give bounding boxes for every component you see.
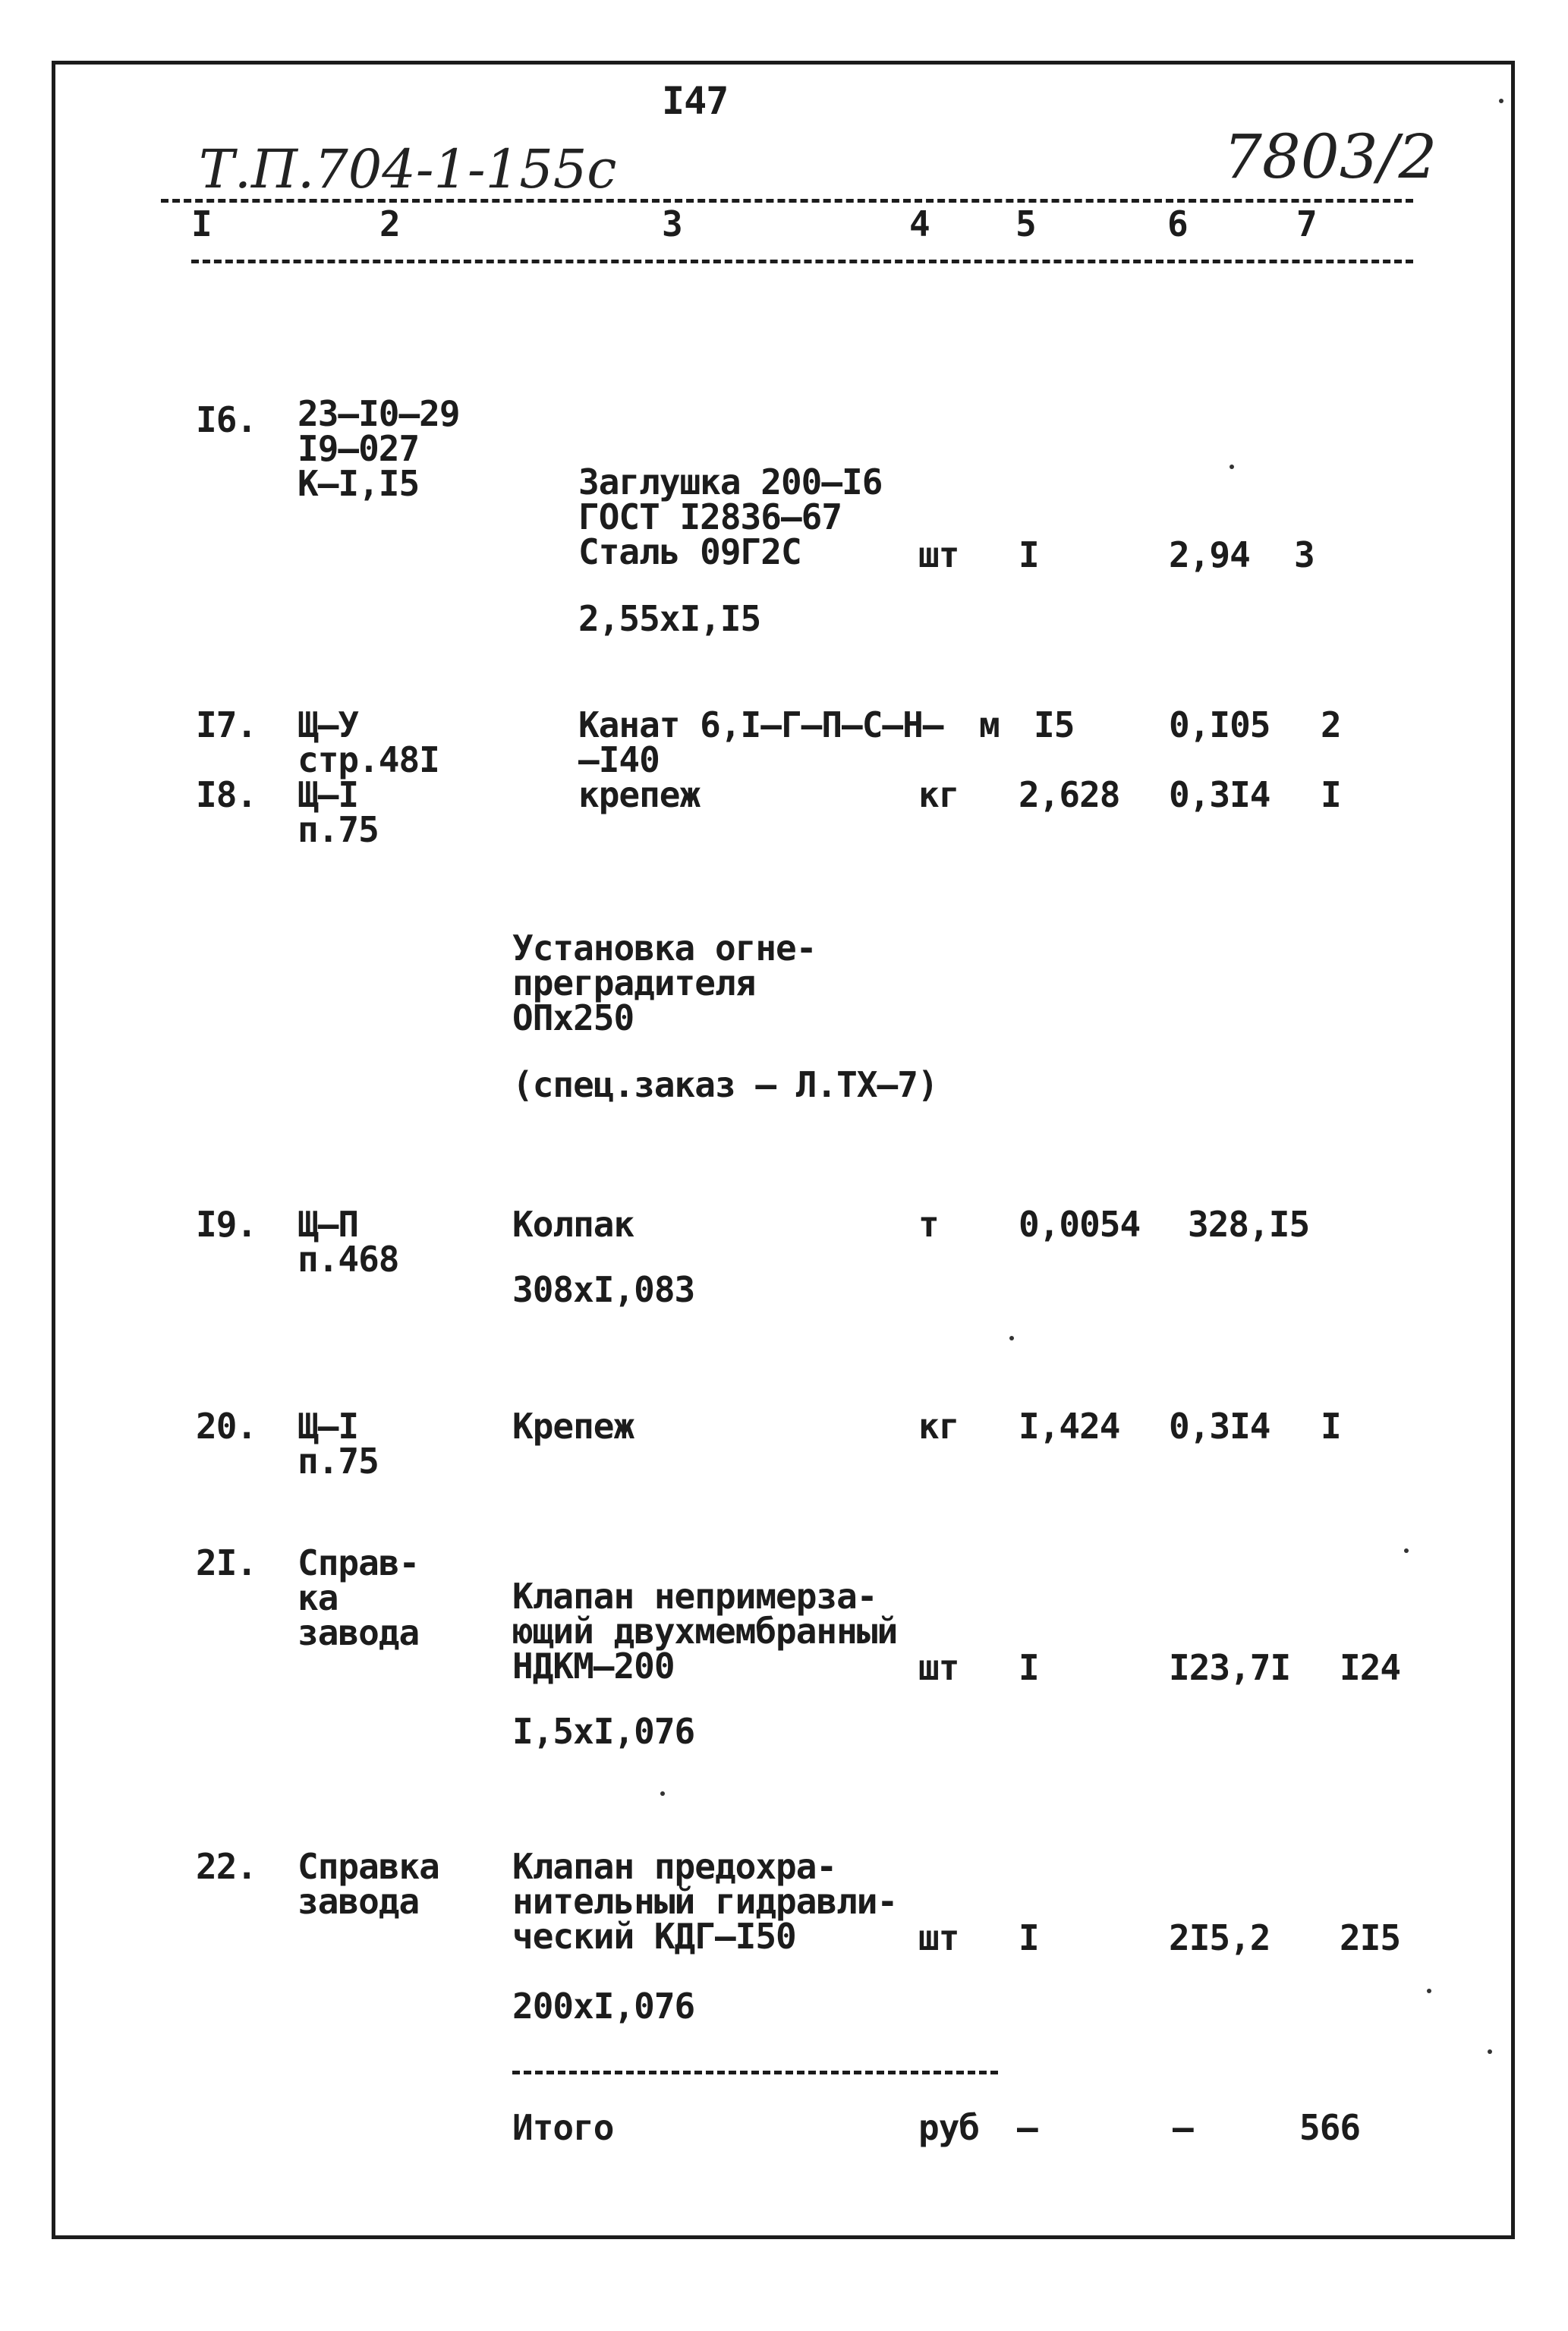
- row-19-calc: 308хI,083: [512, 1269, 695, 1310]
- row-21-ref: Справ- ка завода: [298, 1542, 420, 1653]
- row-18-name: крепеж: [578, 774, 701, 815]
- row-19-num: I9.: [196, 1204, 257, 1245]
- row-21-num: 2I.: [196, 1542, 257, 1583]
- col-header-3: 3: [662, 203, 682, 244]
- row-22-price: 2I5,2: [1169, 1917, 1270, 1958]
- row-17-qty: I5: [1034, 704, 1075, 745]
- row-18-unit: кг: [918, 774, 959, 815]
- total-qty: —: [1017, 2107, 1037, 2148]
- row-20-name: Крепеж: [512, 1406, 634, 1447]
- total-price: —: [1173, 2107, 1193, 2148]
- row-17-unit: м: [979, 704, 1000, 745]
- row-22-total: 2I5: [1340, 1917, 1401, 1958]
- page-number: I47: [662, 79, 729, 123]
- row-19-ref: Щ—П п.468: [298, 1204, 399, 1280]
- row-17-total: 2: [1321, 704, 1341, 745]
- row-21-unit: шт: [918, 1647, 959, 1688]
- col-header-2: 2: [379, 203, 400, 244]
- scan-speck: [1499, 99, 1503, 103]
- row-16-ref: 23—I0—29 I9—027 К—I,I5: [298, 393, 460, 504]
- row-22-calc: 200хI,076: [512, 1986, 695, 2027]
- row-16-calc: 2,55хI,I5: [578, 598, 761, 639]
- row-22-unit: шт: [918, 1917, 959, 1958]
- row-20-num: 20.: [196, 1406, 257, 1447]
- scan-speck: [1488, 2049, 1492, 2054]
- row-20-qty: I,424: [1019, 1406, 1120, 1447]
- row-19-price: 328,I5: [1188, 1204, 1310, 1245]
- row-22-name: Клапан предохра- нительный гидравли- ческий КДГ—I50: [512, 1846, 898, 1957]
- col-header-7: 7: [1296, 203, 1317, 244]
- total-unit: руб: [918, 2107, 980, 2148]
- row-17-ref: Щ—У стр.48I: [298, 704, 439, 780]
- col-header-5: 5: [1015, 203, 1036, 244]
- row-16-total: 3: [1294, 534, 1315, 575]
- row-22-qty: I: [1019, 1917, 1039, 1958]
- sheet-code-handwritten: 7803/2: [1223, 121, 1437, 192]
- scan-speck: [1404, 1548, 1409, 1553]
- total-label: Итого: [512, 2107, 614, 2148]
- row-18-ref: Щ—I п.75: [298, 774, 379, 850]
- col-header-1: I: [191, 203, 212, 244]
- row-20-ref: Щ—I п.75: [298, 1406, 379, 1482]
- header-bottom-dashed-rule: [191, 260, 1413, 263]
- row-16-price: 2,94: [1169, 534, 1250, 575]
- row-18-price: 0,3I4: [1169, 774, 1270, 815]
- doc-code-handwritten: Т.П.704-1-155с: [199, 138, 617, 200]
- scan-speck: [660, 1791, 665, 1796]
- row-22-ref: Справка завода: [298, 1846, 439, 1922]
- row-19-unit: т: [918, 1204, 939, 1245]
- row-20-unit: кг: [918, 1406, 959, 1447]
- row-20-total: I: [1321, 1406, 1341, 1447]
- row-18-total: I: [1321, 774, 1341, 815]
- row-16-name: Заглушка 200—I6 ГОСТ I2836—67 Сталь 09Г2С: [578, 461, 883, 572]
- scan-speck: [1009, 1336, 1014, 1340]
- row-17-price: 0,I05: [1169, 704, 1270, 745]
- row-16-qty: I: [1019, 534, 1039, 575]
- row-22-num: 22.: [196, 1846, 257, 1887]
- row-21-qty: I: [1019, 1647, 1039, 1688]
- total-sum: 566: [1299, 2107, 1361, 2148]
- row-19-qty: 0,0054: [1019, 1204, 1141, 1245]
- row-19-name: Колпак: [512, 1204, 634, 1245]
- row-17-name: Канат 6,I—Г—П—С—Н— —I40: [578, 704, 943, 780]
- row-18-num: I8.: [196, 774, 257, 815]
- row-18-qty: 2,628: [1019, 774, 1120, 815]
- row-20-price: 0,3I4: [1169, 1406, 1270, 1447]
- row-21-total: I24: [1340, 1647, 1401, 1688]
- row-21-name: Клапан непримерза- ющий двухмембранный НДКМ—200: [512, 1576, 898, 1687]
- scan-speck: [1230, 465, 1234, 469]
- row-16-num: I6.: [196, 399, 257, 440]
- row-16-unit: шт: [918, 534, 959, 575]
- row-21-price: I23,7I: [1169, 1647, 1291, 1688]
- section-note: (спец.заказ — Л.ТХ—7): [512, 1064, 938, 1105]
- total-dashed-rule: [512, 2071, 998, 2074]
- scan-speck: [1427, 1989, 1431, 1993]
- header-top-dashed-rule: [161, 199, 1413, 203]
- row-21-calc: I,5хI,076: [512, 1711, 695, 1752]
- col-header-6: 6: [1167, 203, 1188, 244]
- col-header-4: 4: [909, 203, 930, 244]
- section-title: Установка огне- преградителя ОПх250: [512, 928, 817, 1038]
- row-17-num: I7.: [196, 704, 257, 745]
